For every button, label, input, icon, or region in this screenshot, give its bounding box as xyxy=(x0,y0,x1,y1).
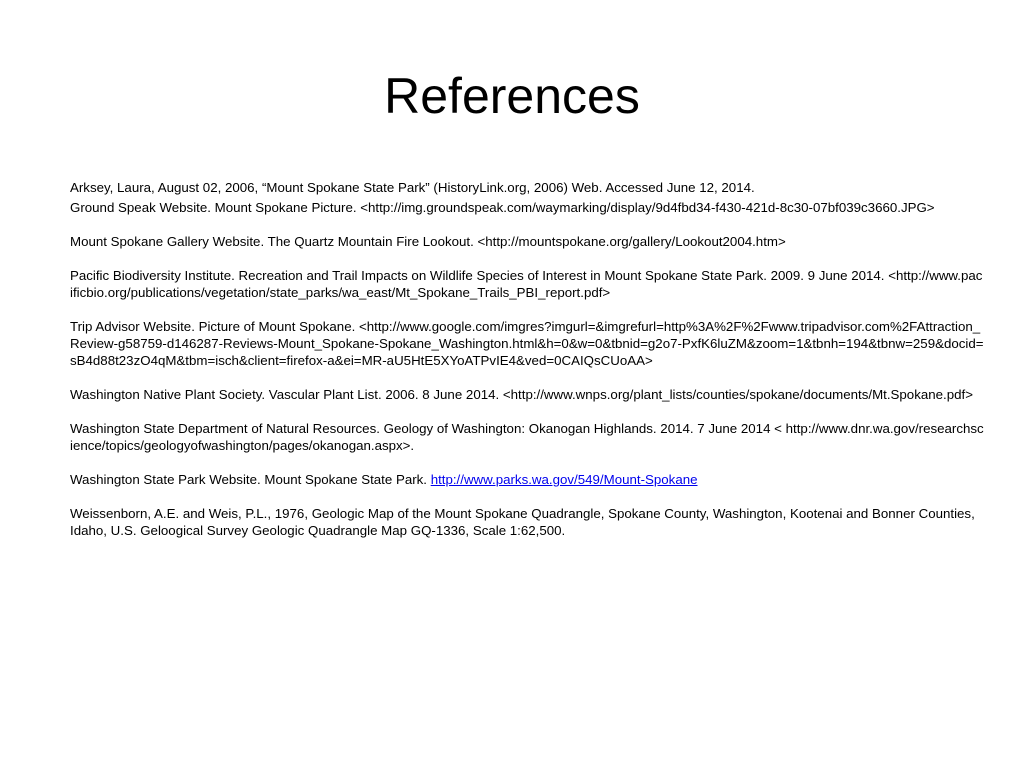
reference-text: Pacific Biodiversity Institute. Recreation and Trail Impacts on Wildlife Species of Interest in Mount Spokane State Park. 2009. 9 June 2014. xyxy=(70,268,889,283)
reference-item xyxy=(70,267,985,301)
reference-item xyxy=(70,471,985,488)
reference-text: Washington State Department of Natural Resources. Geology of Washington: Okanogan Highlands. 2014. 7 June 2014 < xyxy=(70,421,786,436)
reference-text: Mount Spokane Gallery Website. The Quartz Mountain Fire Lookout. <http://mountspokane.org/gallery/Lookout2004.htm> xyxy=(70,234,786,249)
references-list xyxy=(70,179,985,539)
page-title: References xyxy=(384,68,640,124)
reference-item xyxy=(70,179,985,196)
reference-item xyxy=(70,318,985,369)
reference-url: http://www.dnr.wa.gov/researchscience/topics/geologyofwashington/pages/okanogan.aspx>. xyxy=(70,421,984,453)
reference-url: <http://www.pacificbio.org/publications/vegetation/state_parks/wa_east/Mt_Spokane_Trails_PBI_report.pdf> xyxy=(70,268,983,300)
reference-text: Trip Advisor Website. Picture of Mount Spokane. xyxy=(70,319,359,334)
reference-url: <http://www.google.com/imgres?imgurl=&imgrefurl=http%3A%2F%2Fwww.tripadvisor.com%2FAttraction_Review-g58759-d146287-Reviews-Mount_Spokane-Spokane_Washington.html&h=0&w=0&tbnid=g2o7-PxfK6luZM&zoom=1&tbnh=194&tbnw=259&docid=sB4d88t23zO4qM&tbm=isch&client=firefox-a&ei=MR-aU5HtE5XYoATPvIE4&ved=0CAIQsCUoAA> xyxy=(70,319,984,368)
reference-text: Weissenborn, A.E. and Weis, P.L., 1976, Geologic Map of the Mount Spokane Quadrangle, Spokane County, Washington, Kootenai and Bonner Counties, Idaho, U.S. Geloogical Survey Geologic Quadrangle Map GQ-1336, Scale 1:62,500. xyxy=(70,506,975,538)
reference-text: Washington State Park Website. Mount Spokane State Park. xyxy=(70,472,431,487)
reference-item xyxy=(70,420,985,454)
reference-text: Washington Native Plant Society. Vascular Plant List. 2006. 8 June 2014. xyxy=(70,387,503,402)
reference-text: Ground Speak Website. Mount Spokane Picture. xyxy=(70,200,361,215)
reference-item xyxy=(70,199,985,216)
reference-text: Arksey, Laura, August 02, 2006, “Mount Spokane State Park” (HistoryLink.org, 2006) Web. Accessed June 12, 2014. xyxy=(70,180,755,195)
reference-item xyxy=(70,233,985,250)
reference-url: <http://www.wnps.org/plant_lists/counties/spokane/documents/Mt.Spokane.pdf> xyxy=(502,387,973,402)
mount-spokane-park-link[interactable]: http://www.parks.wa.gov/549/Mount-Spokane xyxy=(430,472,698,487)
reference-item xyxy=(70,505,985,539)
reference-item xyxy=(70,386,985,403)
reference-url: <http://img.groundspeak.com/waymarking/display/9d4fbd34-f430-421d-8c30-07bf039c3660.JPG> xyxy=(360,200,935,215)
